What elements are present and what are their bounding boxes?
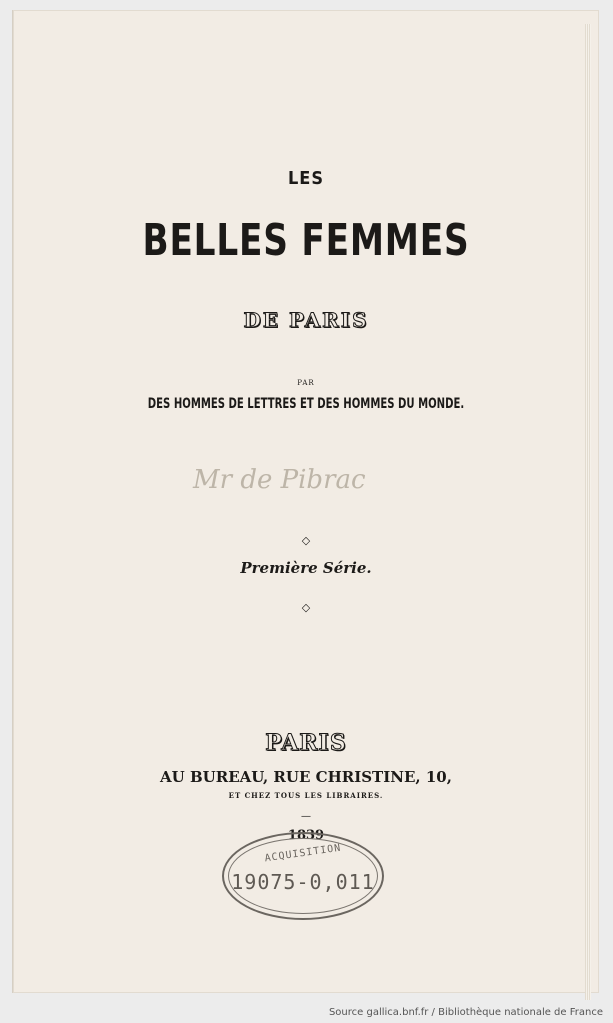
imprint-dash: — bbox=[301, 811, 311, 822]
main-title: BELLES FEMMES bbox=[142, 215, 470, 266]
imprint-place: PARIS bbox=[265, 730, 347, 756]
title-article: LES bbox=[287, 168, 325, 189]
imprint-year: 1839 bbox=[287, 828, 325, 843]
series-label: Première Série. bbox=[240, 559, 372, 577]
faded-signature: Mr de Pibrac bbox=[193, 465, 366, 495]
ornament-bottom: ◇ bbox=[301, 601, 311, 614]
ornament-top: ◇ bbox=[301, 534, 311, 547]
authors-line: DES HOMMES DE LETTRES ET DES HOMMES DU MONDE. bbox=[147, 396, 465, 412]
source-credit: Source gallica.bnf.fr / Bibliothèque nationale de France bbox=[328, 1007, 603, 1018]
library-stamp bbox=[222, 832, 384, 920]
stamp-label: ACQUISITION bbox=[263, 842, 342, 865]
stamp-code: 19075-0,011 bbox=[231, 870, 375, 894]
imprint-booksellers: ET CHEZ TOUS LES LIBRAIRES. bbox=[228, 791, 384, 800]
book-page bbox=[12, 10, 599, 993]
by-label: PAR bbox=[297, 379, 315, 387]
subtitle: DE PARIS bbox=[243, 308, 369, 332]
imprint-publisher: AU BUREAU, RUE CHRISTINE, 10, bbox=[160, 768, 452, 786]
